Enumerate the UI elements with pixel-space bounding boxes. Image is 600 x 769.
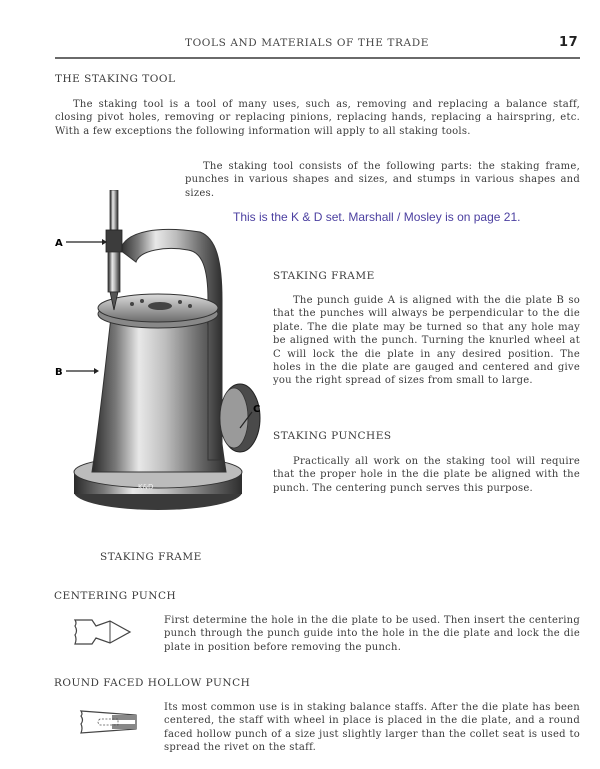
hollow-punch-heading: ROUND FACED HOLLOW PUNCH	[54, 677, 251, 689]
base-stamp: K&D	[138, 483, 154, 491]
label-a: A	[55, 238, 63, 249]
staking-punches-body: Practically all work on the staking tool will require that the proper hole in the die plate be aligned with the punch. The centering punch serves this purpose.	[273, 456, 580, 494]
running-title: TOOLS AND MATERIALS OF THE TRADE	[185, 37, 429, 49]
intro-paragraph: The staking tool is a tool of many uses, such as, removing and replacing a balance staff, closing pivot holes, removing or replacing pinions, replacing hands, replacing a hairspring, etc. With a few exceptions the following information will apply to all staking tools.	[55, 99, 580, 137]
staking-punches-heading: STAKING PUNCHES	[273, 430, 392, 442]
figure-caption: STAKING FRAME	[100, 551, 202, 563]
annotation-note: This is the K & D set. Marshall / Mosley is on page 21.	[233, 210, 521, 224]
page-number: 17	[559, 35, 579, 50]
header-rule	[55, 57, 580, 59]
label-c: C	[253, 404, 261, 415]
staking-frame-body: The punch guide A is aligned with the die plate B so that the punches will always be perpendicular to the die plate. The die plate may be turned so that any hole may be aligned with the punch. Turning the knurled wheel at C will lock the die plate in any desired position. The holes in the die plate are gauged and centered and give you the right spread of sizes from small to large.	[273, 295, 580, 387]
section-title: THE STAKING TOOL	[55, 73, 176, 85]
centering-punch-body: First determine the hole in the die plate to be used. Then insert the centering punch through the punch guide into the hole in the die plate and lock the die plate in position before removing the punch.	[164, 615, 580, 653]
hollow-punch-body: Its most common use is in staking balance staffs. After the die plate has been centered, the staff with wheel in place is placed in the die plate, and a round faced hollow punch of a size just slightly larger than the collet seat is used to spread the rivet on the staff.	[164, 702, 580, 754]
parts-paragraph: The staking tool consists of the following parts: the staking frame, punches in various shapes and sizes, and stumps in various shapes and sizes.	[185, 161, 580, 199]
staking-frame-heading: STAKING FRAME	[273, 270, 375, 282]
centering-punch-heading: CENTERING PUNCH	[54, 590, 177, 602]
label-b: B	[55, 367, 63, 378]
centering-punch-icon	[72, 617, 132, 647]
staking-frame-illustration	[40, 190, 280, 530]
hollow-punch-icon	[78, 707, 140, 737]
